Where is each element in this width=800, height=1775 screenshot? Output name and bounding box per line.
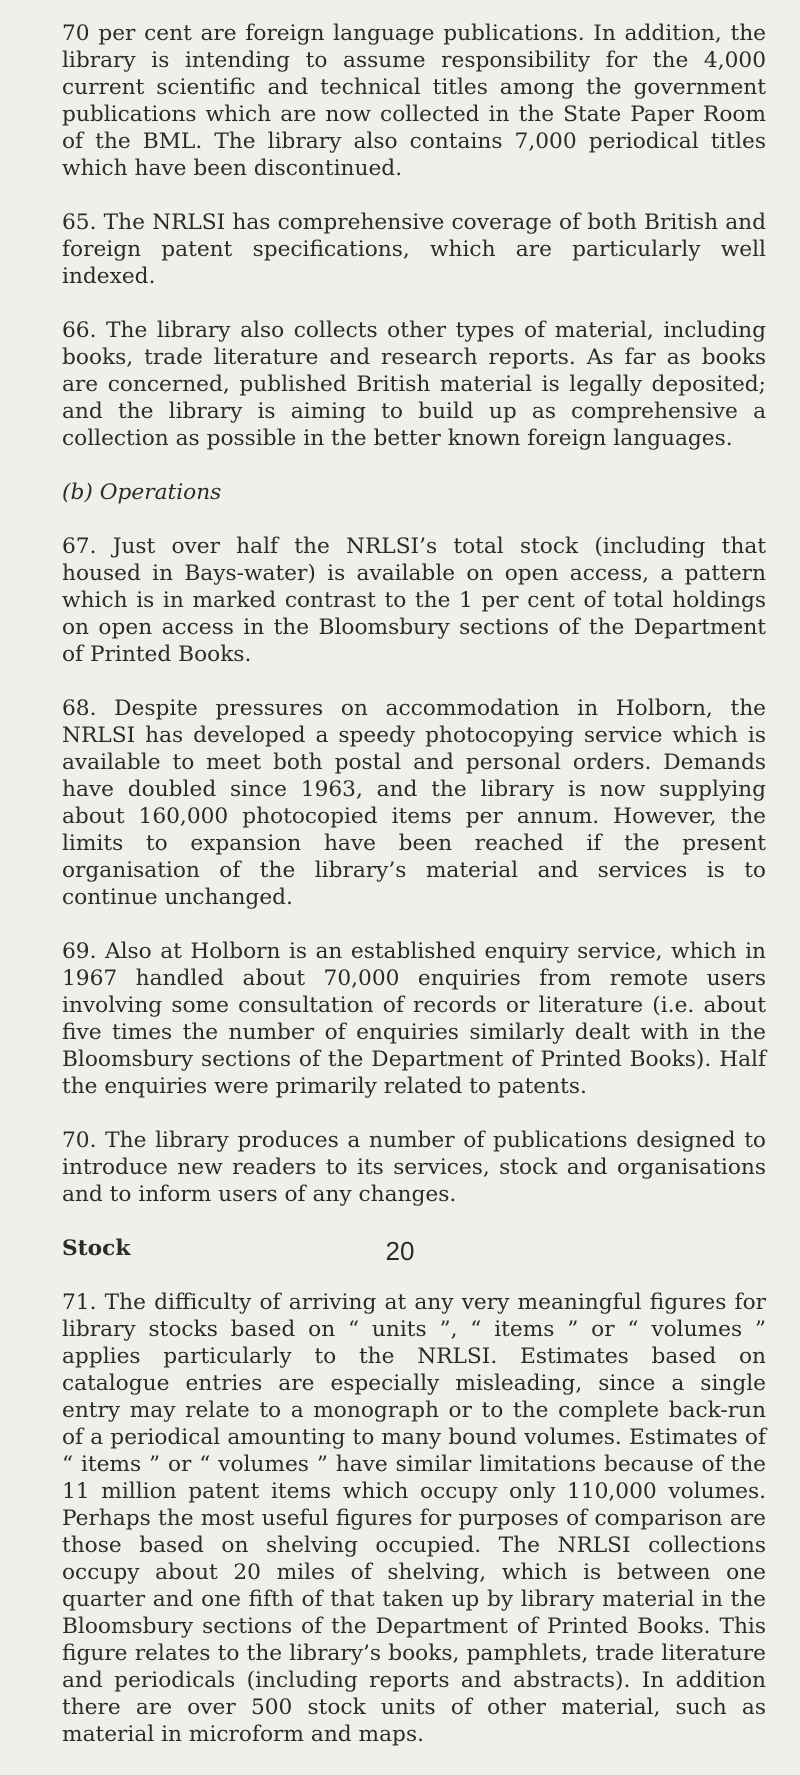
paragraph-68: 68. Despite pressures on accommodation in Holborn, the NRLSI has developed a speedy photocopying service which is available to meet both postal and personal orders. Demands have doubled since 1963, and the library is now supplying about 160,000 photocopied items per annum. However, the limits to expansion have been reached if the present organisation of the library’s material and services is to continue unchanged. bbox=[62, 696, 766, 910]
paragraph-67: 67. Just over half the NRLSI’s total stock (including that housed in Bays-water) is available on open access, a pattern which is in marked contrast to the 1 per cent of total holdings on open access in the Bloomsbury sections of the Department of Printed Books. bbox=[62, 534, 766, 667]
document-page bbox=[62, 20, 766, 1775]
paragraph-65: 65. The NRLSI has comprehensive coverage of both British and foreign patent specifications, which are particularly well indexed. bbox=[62, 210, 766, 289]
paragraph-66: 66. The library also collects other types of material, including books, trade literature and research reports. As far as books are concerned, published British material is legally deposited; and the library is aiming to build up as comprehensive a collection as possible in the better known foreign languages. bbox=[62, 318, 766, 451]
paragraph-69: 69. Also at Holborn is an established enquiry service, which in 1967 handled about 70,000 enquiries from remote users involving some consultation of records or literature (i.e. about five times the number of enquiries similarly dealt with in the Bloomsbury sections of the Department of Printed Books). Half the enquiries were primarily related to patents. bbox=[62, 939, 766, 1099]
page-number: 20 bbox=[385, 1236, 415, 1266]
section-heading-operations: (b) Operations bbox=[62, 480, 222, 505]
paragraph-70: 70. The library produces a number of publications designed to introduce new readers to its services, stock and organisations and to inform users of any changes. bbox=[62, 1128, 766, 1207]
paragraph-continued: 70 per cent are foreign language publications. In addition, the library is intending to assume responsibility for the 4,000 current scientific and technical titles among the government publications which are now collected in the State Paper Room of the BML. The library also contains 7,000 periodical titles which have been discontinued. bbox=[62, 21, 766, 181]
section-heading-stock: Stock bbox=[62, 1236, 131, 1261]
paragraph-71: 71. The difficulty of arriving at any very meaningful figures for library stocks based on “ units ”, “ items ” or “ volumes ” applies particularly to the NRLSI. Estimates based on catalogue entries are especially misleading, since a single entry may relate to a monograph or to the complete back-run of a periodical amounting to many bound volumes. Estimates of “ items ” or “ volumes ” have similar limitations because of the 11 million patent items which occupy only 110,000 volumes. Perhaps the most useful figures for purposes of comparison are those based on shelving occupied. The NRLSI collections occupy about 20 miles of shelving, which is between one quarter and one fifth of that taken up by library material in the Bloomsbury sections of the Department of Printed Books. This figure relates to the library’s books, pamphlets, trade literature and periodicals (including reports and abstracts). In addition there are over 500 stock units of other material, such as material in microform and maps. bbox=[62, 1290, 766, 1747]
